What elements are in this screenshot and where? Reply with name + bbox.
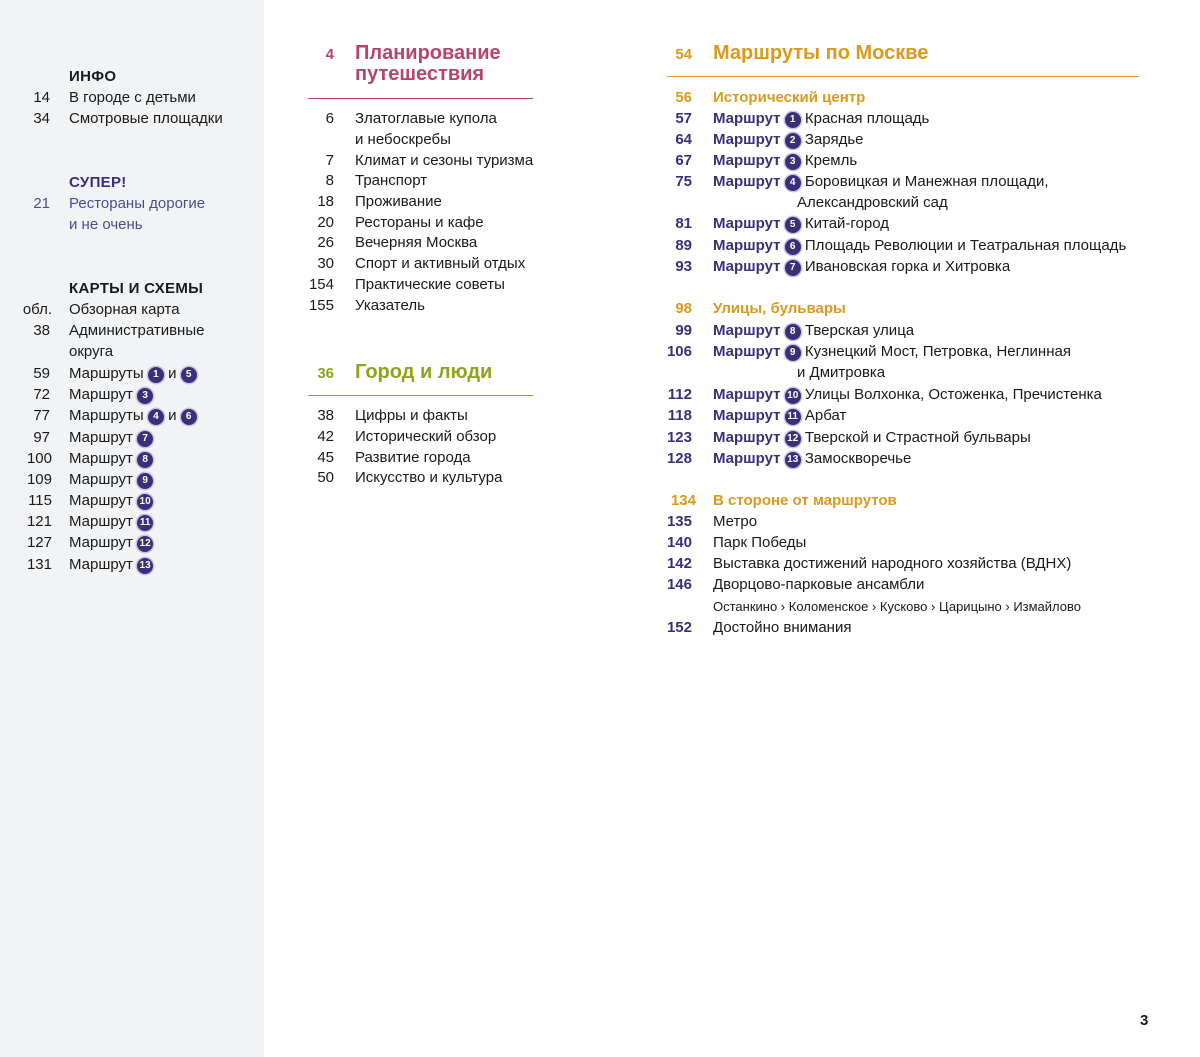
toc-label[interactable]: Достойно внимания (713, 619, 852, 636)
toc-page[interactable]: 38 (317, 407, 334, 424)
route-badge: 7 (137, 431, 153, 447)
map-page[interactable]: 131 (26, 556, 52, 573)
map-page[interactable]: 109 (26, 471, 52, 488)
map-label-cont[interactable]: округа (69, 343, 114, 360)
route-badge: 4 (785, 175, 801, 191)
toc-label[interactable]: Указатель (355, 297, 425, 314)
map-page[interactable]: 72 (33, 386, 50, 403)
route-page[interactable]: 123 (666, 429, 692, 446)
map-label-text: Маршрут (69, 450, 133, 467)
route-page[interactable]: 81 (675, 215, 692, 232)
subsection-page[interactable]: 134 (670, 492, 696, 509)
route-word: Маршрут (713, 173, 781, 190)
section-divider (667, 76, 1139, 77)
route-label: Красная площадь (804, 110, 930, 127)
route-badge: 12 (137, 536, 153, 552)
toc-page[interactable]: 18 (317, 193, 334, 210)
map-label-text: Маршрут (69, 429, 133, 446)
map-page[interactable]: 97 (33, 429, 50, 446)
route-label: Замоскворечье (804, 450, 912, 467)
route-badge: 11 (137, 515, 153, 531)
info-heading: ИНФО (69, 68, 117, 85)
section-divider (308, 98, 533, 99)
route-badge: 6 (785, 239, 801, 255)
route-page[interactable]: 75 (675, 173, 692, 190)
route-badge: 12 (785, 431, 801, 447)
section-page[interactable]: 4 (325, 46, 334, 63)
map-page[interactable]: 77 (33, 407, 50, 424)
map-page[interactable]: 127 (26, 534, 52, 551)
toc-page[interactable]: 45 (317, 449, 334, 466)
route-label: Китай-город (804, 215, 890, 232)
map-label[interactable] (69, 469, 153, 490)
subsection-title[interactable]: В стороне от маршрутов (713, 492, 897, 509)
toc-page[interactable]: 42 (317, 428, 334, 445)
route-word: Маршрут (713, 386, 781, 403)
map-page[interactable]: 121 (26, 513, 52, 530)
map-label-text: Маршрут (69, 386, 133, 403)
route-entry[interactable] (713, 256, 1010, 277)
route-word: Маршрут (713, 322, 781, 339)
route-entry[interactable] (713, 129, 863, 150)
route-badge: 5 (181, 367, 197, 383)
route-label: Ивановская горка и Хитровка (804, 258, 1011, 275)
route-label: Кузнецкий Мост, Петровка, Неглинная (804, 343, 1071, 360)
route-label: Улицы Волхонка, Остоженка, Пречистенка (804, 386, 1102, 403)
route-entry[interactable] (713, 235, 1126, 256)
route-entry[interactable] (713, 341, 1071, 362)
section-title-cont[interactable]: путешествия (355, 63, 485, 85)
map-page[interactable]: 59 (33, 365, 50, 382)
section-title[interactable]: Планирование (355, 42, 501, 64)
route-page[interactable]: 106 (666, 343, 692, 360)
route-badge: 1 (148, 367, 164, 383)
toc-label[interactable]: Практические советы (355, 276, 505, 293)
route-label-cont[interactable]: и Дмитровка (797, 364, 886, 381)
section-page[interactable]: 54 (675, 46, 692, 63)
page-number: 3 (1140, 1012, 1149, 1029)
toc-label[interactable]: Рестораны и кафе (355, 214, 484, 231)
route-badge: 2 (785, 133, 801, 149)
map-label-text: Маршруты (69, 407, 144, 424)
toc-label[interactable]: Климат и сезоны туризма (355, 152, 534, 169)
subsection-page[interactable]: 56 (675, 89, 692, 106)
route-label: Зарядье (804, 131, 864, 148)
route-word: Маршрут (713, 152, 781, 169)
route-badge: 3 (785, 154, 801, 170)
route-badge: 11 (785, 409, 801, 425)
map-label-text: Маршрут (69, 534, 133, 551)
route-page[interactable]: 67 (675, 152, 692, 169)
route-page[interactable]: 57 (675, 110, 692, 127)
info-label[interactable]: Смотровые площадки (69, 110, 223, 127)
and-text: и (168, 365, 177, 382)
route-badge: 13 (137, 558, 153, 574)
toc-page[interactable]: 146 (666, 576, 692, 593)
toc-page[interactable]: 152 (666, 619, 692, 636)
route-page[interactable]: 112 (667, 386, 692, 403)
and-text: и (168, 407, 177, 424)
toc-page[interactable]: 50 (317, 469, 334, 486)
toc-label[interactable]: Проживание (355, 193, 442, 210)
map-label[interactable]: Обзорная карта (69, 301, 180, 318)
route-entry[interactable] (713, 384, 1102, 405)
route-label: Арбат (804, 407, 847, 424)
map-label[interactable] (69, 490, 153, 511)
map-page[interactable]: 38 (33, 322, 50, 339)
toc-page[interactable]: 8 (325, 172, 334, 189)
toc-label[interactable]: Дворцово-парковые ансамбли (713, 576, 925, 593)
route-badge: 8 (137, 452, 153, 468)
route-entry[interactable] (713, 108, 929, 129)
super-label[interactable]: Рестораны дорогие (69, 195, 206, 212)
toc-page[interactable]: 7 (325, 152, 334, 169)
route-word: Маршрут (713, 343, 781, 360)
map-label[interactable] (69, 448, 153, 469)
route-word: Маршрут (713, 407, 781, 424)
route-label: Кремль (804, 152, 858, 169)
route-label: Площадь Революции и Театральная площадь (804, 237, 1127, 254)
toc-page[interactable]: 6 (325, 110, 334, 127)
subsection-title[interactable]: Исторический центр (713, 89, 866, 106)
info-page[interactable]: 14 (33, 89, 50, 106)
route-badge: 1 (785, 112, 801, 128)
map-page[interactable]: обл. (22, 301, 52, 318)
toc-label-cont[interactable]: и небоскребы (355, 131, 451, 148)
route-badge: 13 (785, 452, 801, 468)
route-entry[interactable] (713, 427, 1031, 448)
map-label[interactable] (69, 427, 153, 448)
route-badge: 3 (137, 388, 153, 404)
route-entry[interactable] (713, 150, 857, 171)
route-word: Маршрут (713, 450, 781, 467)
route-word: Маршрут (713, 110, 781, 127)
maps-heading: КАРТЫ И СХЕМЫ (69, 280, 204, 297)
route-badge: 6 (181, 409, 197, 425)
toc-label[interactable]: Исторический обзор (355, 428, 497, 445)
route-word: Маршрут (713, 237, 781, 254)
toc-label[interactable]: Цифры и факты (355, 407, 468, 424)
toc-page[interactable]: 142 (666, 555, 692, 572)
route-page[interactable]: 89 (675, 237, 692, 254)
map-label-text: Маршруты (69, 365, 144, 382)
route-badge: 4 (148, 409, 164, 425)
route-page[interactable]: 64 (675, 131, 692, 148)
route-label: Тверская улица (804, 322, 915, 339)
route-badge: 10 (137, 494, 153, 510)
toc-page[interactable]: 135 (666, 513, 692, 530)
route-badge: 9 (137, 473, 153, 489)
route-entry[interactable] (713, 405, 846, 426)
super-page[interactable]: 21 (33, 195, 50, 212)
subsection-page[interactable]: 98 (675, 300, 692, 317)
info-label[interactable]: В городе с детьми (69, 89, 196, 106)
map-label[interactable] (69, 405, 197, 426)
route-badge: 7 (785, 260, 801, 276)
toc-label[interactable]: Искусство и культура (355, 469, 503, 486)
section-title[interactable]: Город и люди (355, 361, 493, 383)
route-page[interactable]: 93 (675, 258, 692, 275)
toc-label[interactable]: Транспорт (355, 172, 428, 189)
toc-label[interactable]: Спорт и активный отдых (355, 255, 526, 272)
route-entry[interactable] (713, 320, 914, 341)
route-entry[interactable] (713, 213, 889, 234)
map-label[interactable] (69, 384, 153, 405)
map-page[interactable]: 100 (26, 450, 52, 467)
sidebar (0, 0, 264, 1057)
toc-page[interactable]: 30 (317, 255, 334, 272)
route-badge: 10 (785, 388, 801, 404)
toc-label[interactable]: Метро (713, 513, 758, 530)
route-page[interactable]: 118 (667, 407, 692, 424)
toc-label[interactable]: Парк Победы (713, 534, 807, 551)
super-label-cont[interactable]: и не очень (69, 216, 143, 233)
super-heading: СУПЕР! (69, 174, 127, 191)
toc-label[interactable]: Выставка достижений народного хозяйства (ВДНХ) (713, 555, 1072, 572)
map-label-text: Маршрут (69, 556, 133, 573)
map-label-text: Маршрут (69, 471, 133, 488)
section-title[interactable]: Маршруты по Москве (713, 42, 929, 64)
map-label-text: Маршрут (69, 492, 133, 509)
toc-label[interactable]: Златоглавые купола (355, 110, 497, 127)
toc-page[interactable]: 140 (666, 534, 692, 551)
map-label[interactable] (69, 363, 197, 384)
route-word: Маршрут (713, 258, 781, 275)
route-label: Тверской и Страстной бульвары (804, 429, 1031, 446)
toc-page[interactable]: 20 (317, 214, 334, 231)
route-label-cont[interactable]: Александровский сад (797, 194, 948, 211)
route-badge: 8 (785, 324, 801, 340)
route-label: Боровицкая и Манежная площади, (804, 173, 1049, 190)
toc-label[interactable]: Развитие города (355, 449, 471, 466)
map-label[interactable] (69, 511, 153, 532)
route-badge: 5 (785, 217, 801, 233)
route-page[interactable]: 128 (666, 450, 692, 467)
toc-page[interactable]: 26 (317, 234, 334, 251)
route-badge: 9 (785, 345, 801, 361)
toc-sublabel[interactable]: Останкино › Коломенское › Кусково › Царицыно › Измайлово (713, 599, 1082, 614)
route-page[interactable]: 99 (675, 322, 692, 339)
toc-page[interactable]: 155 (308, 297, 334, 314)
map-label[interactable]: Административные (69, 322, 205, 339)
toc-label[interactable]: Вечерняя Москва (355, 234, 478, 251)
map-page[interactable]: 115 (28, 492, 52, 509)
route-word: Маршрут (713, 429, 781, 446)
route-entry[interactable] (713, 448, 911, 469)
toc-page[interactable]: 154 (308, 276, 334, 293)
route-word: Маршрут (713, 215, 781, 232)
subsection-title[interactable]: Улицы, бульвары (713, 300, 846, 317)
section-page[interactable]: 36 (317, 365, 334, 382)
route-entry[interactable] (713, 171, 1049, 192)
map-label[interactable] (69, 554, 153, 575)
route-word: Маршрут (713, 131, 781, 148)
info-page[interactable]: 34 (33, 110, 50, 127)
map-label[interactable] (69, 532, 153, 553)
map-label-text: Маршрут (69, 513, 133, 530)
section-divider (308, 395, 533, 396)
